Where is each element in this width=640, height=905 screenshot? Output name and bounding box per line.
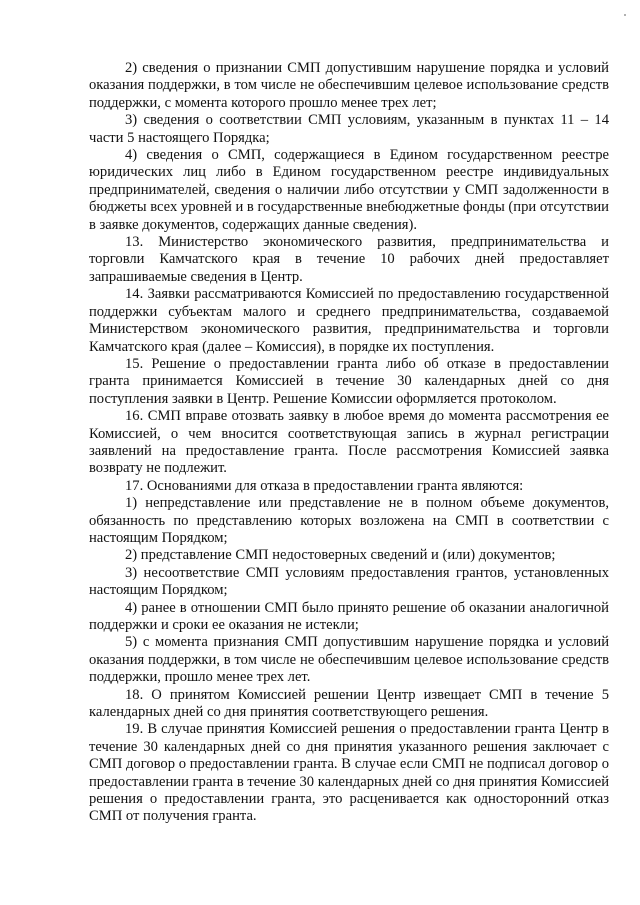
paragraph-19-agreement: 19. В случае принятия Комиссией решения о предоставлении гранта Центр в течение 30 календарных дней со дня принятия указанного решения заключает с СМП договор о предоставлении гранта. В случае если СМП не подписал договор о предоставлении гранта в течение 30 календарных дней со дня принятия Комиссией решения о предоставлении гранта, это расценивается как односторонний отказ СМП от получения гранта.: [89, 721, 609, 825]
paragraph-17-5: 5) с момента признания СМП допустившим нарушение порядка и условий оказания поддержки, в том числе не обеспечившим целевое использование средств поддержки, прошло менее трех лет.: [89, 634, 609, 686]
paragraph-17-3: 3) несоответствие СМП условиям предоставления грантов, установленных настоящим Порядком;: [89, 564, 609, 599]
paragraph-17-1: 1) непредставление или представление не в полном объеме документов, обязанность по представлению которых возложена на СМП в соответствии с настоящим Порядком;: [89, 495, 609, 546]
paragraph-17-refusal-grounds: 17. Основаниями для отказа в предоставлении гранта являются:: [125, 477, 524, 494]
paragraph-3-conditions-info: 3) сведения о соответствии СМП условиям, указанным в пунктах 11 – 14 части 5 настоящего Порядка;: [89, 112, 609, 146]
paragraph-15-decision: 15. Решение о предоставлении гранта либо об отказе в предоставлении гранта принимается Комиссией в течение 30 календарных дней со дня поступления заявки в Центр. Решение Комиссии оформляется протоколом.: [89, 355, 609, 407]
paragraph-17-2: 2) представление СМП недостоверных сведений и (или) документов;: [125, 547, 556, 564]
paragraph-16-withdrawal: 16. СМП вправе отозвать заявку в любое время до момента рассмотрения ее Комиссией, о чем вносится соответствующая запись в журнал регистрации заявлений на предоставление гранта. После рассмотрения Комиссией заявка возврату не подлежит.: [89, 408, 609, 477]
document-page: [89, 60, 609, 826]
paragraph-2-violation-info: 2) сведения о признании СМП допустившим нарушение порядка и условий оказания поддержки, в том числе не обеспечившим целевое использование средств поддержки, с момента которого прошло менее трех лет;: [89, 60, 609, 111]
scan-dot: [624, 14, 626, 16]
paragraph-17-4: 4) ранее в отношении СМП было принято решение об оказании аналогичной поддержки и сроки ее оказания не истекли;: [89, 599, 609, 633]
paragraph-4-registry-info: 4) сведения о СМП, содержащиеся в Едином государственном реестре юридических лиц либо в Едином государственном реестре индивидуальных предпринимателей, сведения о наличии либо отсутствии у СМП задолженности в бюджеты всех уровней и в государственные внебюджетные фонды (при отсутствии в заявке документов, содержащих данные сведения).: [89, 147, 609, 233]
paragraph-18-notification: 18. О принятом Комиссией решении Центр извещает СМП в течение 5 календарных дней со дня принятия соответствующего решения.: [89, 686, 609, 721]
paragraph-14-applications: 14. Заявки рассматриваются Комиссией по предоставлению государственной поддержки субъектам малого и среднего предпринимательства, создаваемой Министерством экономического развития, предпринимательства и торговли Камчатского края (далее – Комиссия), в порядке их поступления.: [89, 286, 609, 355]
paragraph-13-ministry: 13. Министерство экономического развития, предпринимательства и торговли Камчатского края в течение 10 рабочих дней предоставляет запрашиваемые сведения в Центр.: [89, 234, 609, 285]
